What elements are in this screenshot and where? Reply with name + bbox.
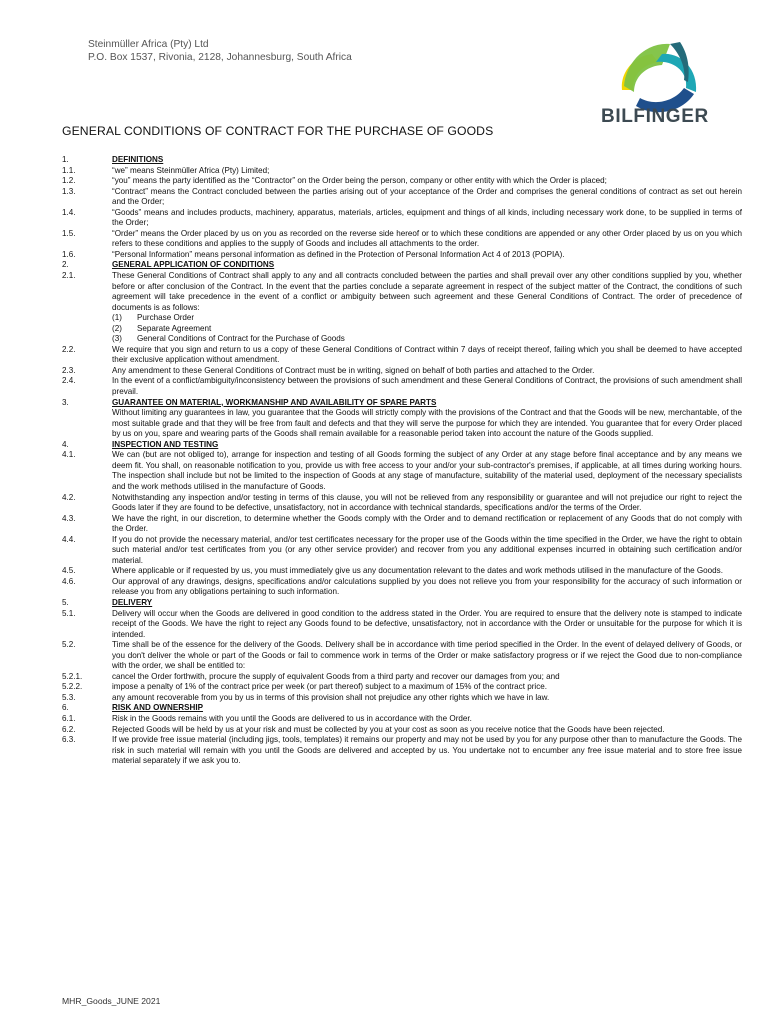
clause	[62, 208, 742, 229]
clause-text: “Personal Information” means personal information as defined in the Protection of Personal Information Act 4 of 2013 (POPIA).	[112, 249, 565, 259]
precedence-number: (1)	[112, 313, 122, 323]
clause-number: 6.1.	[62, 713, 76, 723]
section-title: INSPECTION AND TESTING	[112, 439, 219, 449]
logo-wordmark: BILFINGER	[601, 106, 709, 127]
clause	[62, 609, 742, 641]
clause-text: Delivery will occur when the Goods are delivered in good condition to the address stated in the Order. You are required to ensure that the delivery note is stamped to indicate receipt of the Goods. We have the right to reject any Goods found to be defective, unsatisfactory, not in accordance with the Order or unsuitable for the purpose for which it is intended.	[112, 608, 742, 639]
logo-teal-band	[656, 54, 696, 92]
clause-text: Time shall be of the essence for the delivery of the Goods. Delivery shall be in accordance with time period specified in the Order. In the event of delayed delivery of Goods, or you don't deliver the whole or part of the Goods or fail to commence work in terms of the Order or make satisfactory progress or if we reject the Good due to non-compliance with the order, we shall be entitled to:	[112, 640, 742, 671]
clause-text: Without limiting any guarantees in law, you guarantee that the Goods will strictly comply with the provisions of the Contract and that the Goods will be new, merchantable, of the most suitable grade and that they will be free from fault and defects and that they will serve the purpose for which they are intended. You guarantee that for every Order placed by us on you, spare and wearing parts of the Goods shall remain available for a reasonable period taken into account the nature of the Goods supplied.	[112, 408, 742, 439]
section-title: GENERAL APPLICATION OF CONDITIONS	[112, 260, 275, 270]
clause-text: Notwithstanding any inspection and/or testing in terms of this clause, you will not be relieved from any responsibility or guarantee and will not prejudice our right to reject the Goods later if they are found to be defective, unsatisfactory, not in accordance with technical standards, specifications and/or the terms of the Order.	[112, 492, 742, 513]
clause-number: 2.1.	[62, 271, 76, 281]
clause	[62, 725, 742, 736]
clause-number: 1.4.	[62, 207, 76, 217]
clause	[62, 345, 742, 366]
clause-number: 1.2.	[62, 176, 76, 186]
clause-number: 6.	[62, 703, 69, 713]
clause	[62, 366, 742, 377]
clause-text: “you” means the party identified as the “Contractor” on the Order being the person, company or other entity with which the Order is placed;	[112, 176, 607, 186]
clause-text: Our approval of any drawings, designs, specifications and/or calculations supplied by you does not relieve you from your responsibility for the accuracy of such information or release you from any obligations pertaining to such information.	[112, 576, 742, 597]
clause	[62, 566, 742, 577]
clause-number: 1.1.	[62, 165, 76, 175]
clause-number: 1.3.	[62, 186, 76, 196]
section-heading	[62, 598, 742, 609]
clause-number: 4.	[62, 439, 69, 449]
clause	[62, 271, 742, 313]
precedence-text: General Conditions of Contract for the Purchase of Goods	[137, 334, 345, 344]
clause-number: 5.2.2.	[62, 682, 83, 692]
clause-number: 5.1.	[62, 608, 76, 618]
document-title: GENERAL CONDITIONS OF CONTRACT FOR THE PURCHASE OF GOODS	[62, 124, 494, 138]
clause-text: impose a penalty of 1% of the contract price per week (or part thereof) subject to a maximum of 15% of the contract price.	[112, 682, 548, 692]
company-name: Steinmüller Africa (Pty) Ltd	[88, 39, 209, 50]
precedence-number: (2)	[112, 323, 122, 333]
precedence-item	[62, 324, 742, 335]
clause-text: Any amendment to these General Conditions of Contract must be in writing, signed on behalf of both parties and attached to the Order.	[112, 365, 595, 375]
clause	[62, 176, 742, 187]
clause-number: 4.1.	[62, 450, 76, 460]
clause-number: 6.3.	[62, 735, 76, 745]
precedence-text: Purchase Order	[137, 313, 195, 323]
clause-text: These General Conditions of Contract shall apply to any and all contracts concluded between the parties and shall prevail over any other conditions supplied by you, whether before or after conclusion of the Contract. In the event that the parties conclude a separate agreement in respect of the subject matter of the Contract, the conditions of such agreement will take precedence in the event of a conflict or ambiguity between such agreement and these General Conditions of Contract. The order of precedence of documents is as follows:	[112, 271, 742, 312]
clause-text: cancel the Order forthwith, procure the supply of equivalent Goods from a third party and recover our damages from you; and	[112, 671, 560, 681]
clause-number: 4.3.	[62, 513, 76, 523]
section-heading	[62, 155, 742, 166]
clause-number: 4.5.	[62, 566, 76, 576]
clause-number: 1.6.	[62, 249, 76, 259]
clause-text: We can (but are not obliged to), arrange for inspection and testing of all Goods forming the subject of any Order at any stage before final acceptance and by any means we deem fit. You shall, on reasonable notification to you, provide us with free access to your and/or your sub-contractor's premises, if applicable, at all times during working hours. The inspection shall include but not be limited to the inspection of Goods at any stage of manufacture, suitability of the material used, deployment of the necessary specialists and the work methods utilised in the manufacture of Goods.	[112, 450, 742, 491]
section-heading	[62, 440, 742, 451]
clause-number: 5.3.	[62, 692, 76, 702]
clause-text: “we” means Steinmüller Africa (Pty) Limited;	[112, 165, 270, 175]
clause-number: 2.	[62, 260, 69, 270]
clause	[62, 187, 742, 208]
clause-number: 4.4.	[62, 534, 76, 544]
clause	[62, 229, 742, 250]
clause-number: 2.4.	[62, 376, 76, 386]
section-heading	[62, 260, 742, 271]
clause	[62, 166, 742, 177]
section-title: DEFINITIONS	[112, 155, 164, 164]
clause-number: 2.3.	[62, 365, 76, 375]
clause-text: “Goods” means and includes products, machinery, apparatus, materials, articles, equipment and things of all kinds, including necessary work done, to be supplied in terms of the Order;	[112, 207, 742, 228]
logo-green-band	[624, 44, 670, 92]
clause-number: 1.5.	[62, 228, 76, 238]
company-address	[88, 38, 352, 64]
clause	[62, 693, 742, 704]
clause-number	[62, 408, 112, 440]
clause	[62, 640, 742, 672]
section-title: DELIVERY	[112, 597, 153, 607]
clause-text: Rejected Goods will be held by us at your risk and must be collected by you at your cost as soon as you receive notice that the Goods have been rejected.	[112, 724, 665, 734]
clause-number: 2.2.	[62, 344, 76, 354]
clause-number: 5.	[62, 597, 69, 607]
clause-text: In the event of a conflict/ambiguity/inconsistency between the provisions of such amendment and these General Conditions of Contract, the provisions of such amendment shall prevail.	[112, 376, 742, 397]
clause-text: If you do not provide the necessary material, and/or test certificates necessary for the proper use of the Goods within the time specified in the Order, we have the right to obtain such material and/or test certificates from you (or any other service provider) and recover from you any additional expenses incurred in obtaining such certification and/or material.	[112, 534, 742, 565]
clause-text: “Contract” means the Contract concluded between the parties arising out of your acceptance of the Order and comprises the general conditions of contract as set out herein and the Order;	[112, 186, 742, 207]
clause	[62, 535, 742, 567]
clause	[62, 672, 742, 683]
precedence-item	[62, 313, 742, 324]
clause	[62, 714, 742, 725]
clause-text: Where applicable or if requested by us, you must immediately give us any documentation relevant to the dates and work methods utilised in the manufacture of the Goods.	[112, 566, 723, 576]
precedence-item	[62, 334, 742, 345]
clause	[62, 408, 742, 440]
contract-clauses	[62, 155, 742, 767]
clause-text: “Order” means the Order placed by us on you as recorded on the reverse side hereof or to which these conditions are appended or any other Order placed by us on you which refers to these conditions and applies to the supply of Goods and includes all attachments to the order.	[112, 228, 742, 249]
clause	[62, 250, 742, 261]
footer-reference: MHR_Goods_JUNE 2021	[62, 996, 161, 1006]
clause-text: If we provide free issue material (including jigs, tools, templates) it remains our property and may not be used by you for any purpose other than to manufacture the Goods. The risk in such material will remain with you until the Goods are delivered and accepted by us. You undertake not to encumber any free issue material and to store free issue material separately if we ask you to.	[112, 735, 742, 766]
clause	[62, 493, 742, 514]
clause	[62, 577, 742, 598]
section-title: GUARANTEE ON MATERIAL, WORKMANSHIP AND AVAILABILITY OF SPARE PARTS	[112, 397, 437, 407]
section-heading	[62, 703, 742, 714]
section-title: RISK AND OWNERSHIP	[112, 703, 203, 713]
postal-address: P.O. Box 1537, Rivonia, 2128, Johannesburg, South Africa	[88, 52, 352, 63]
clause	[62, 735, 742, 767]
clause	[62, 682, 742, 693]
clause-number: 4.2.	[62, 492, 76, 502]
precedence-text: Separate Agreement	[137, 323, 212, 333]
section-heading	[62, 398, 742, 409]
clause-text: We require that you sign and return to us a copy of these General Conditions of Contract within 7 days of receipt thereof, failing which you shall be deemed to have accepted their exclusive application without amendment.	[112, 344, 742, 365]
clause-text: any amount recoverable from you by us in terms of this provision shall not prejudice any other rights which we have in law.	[112, 692, 550, 702]
precedence-number: (3)	[112, 334, 122, 344]
clause-number: 5.2.	[62, 640, 76, 650]
clause	[62, 450, 742, 492]
clause	[62, 376, 742, 397]
clause-text: We have the right, in our discretion, to determine whether the Goods comply with the Order and to demand rectification or replacement of any Goods that do not comply with the Order.	[112, 513, 742, 534]
clause-number: 5.2.1.	[62, 671, 83, 681]
clause	[62, 514, 742, 535]
clause-number: 6.2.	[62, 724, 76, 734]
clause-number: 4.6.	[62, 576, 76, 586]
clause-number: 3.	[62, 397, 69, 407]
clause-number: 1.	[62, 155, 69, 164]
clause-text: Risk in the Goods remains with you until the Goods are delivered to us in accordance with the Order.	[112, 713, 472, 723]
